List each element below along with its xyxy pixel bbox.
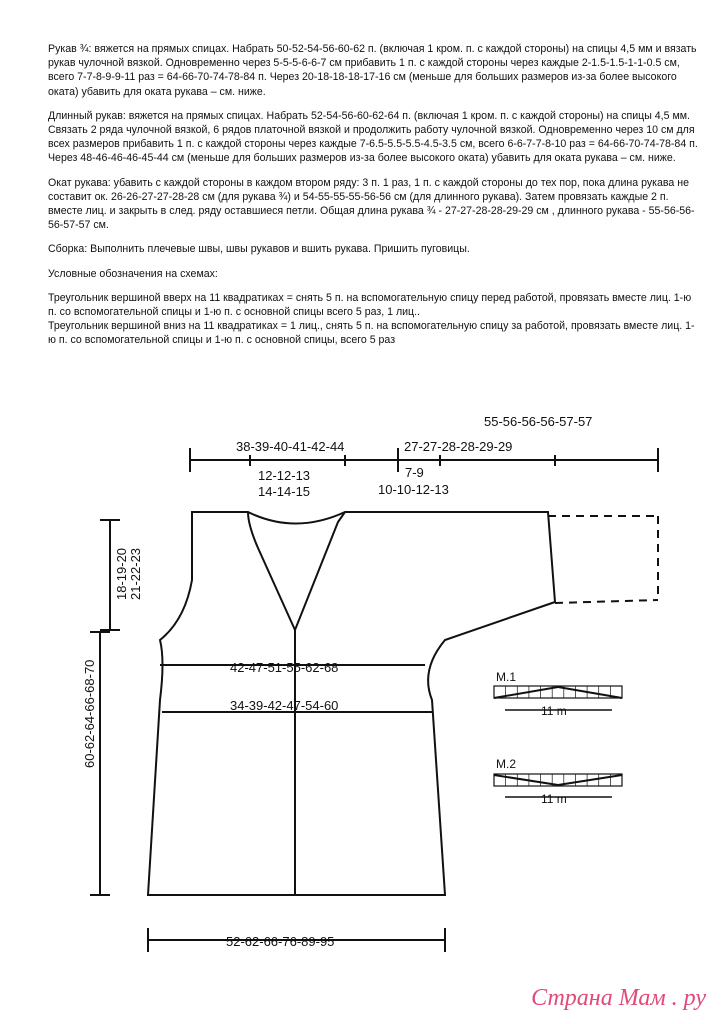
bust-label: 42-47-51-55-62-68: [230, 660, 339, 675]
shoulder-label: 27-27-28-28-29-29: [404, 439, 513, 454]
armhole-label-2: 21-22-23: [128, 547, 143, 600]
shoulder-label-2: 10-10-12-13: [378, 482, 449, 497]
sleeve-cap-paragraph: Окат рукава: убавить с каждой стороны в каждом втором ряду: 3 п. 1 раз, 1 п. с каждой стороны до тех пор, пока длина рукава не составит ок. 26-26-27-27-28-28 см (для рукава ¾) и 54-55-55-55-56-56 см (для длинного рукава). Затем провязать каждые 2 п. вместе лиц. и закрыть в след. ряду оставшиеся петли. Общая длина рукава ¾ - 27-27-28-28-29-29 см , длинного рукава - 55-56-56-56-57-57 см.: [48, 176, 695, 232]
neck-label-1: 12-12-13: [258, 468, 311, 483]
sleeve-length-label: 55-56-56-56-57-57: [484, 414, 593, 429]
sleeve-extension: [548, 516, 658, 603]
site-watermark: Страна Мам . ру: [531, 985, 706, 1011]
chart-m1: [494, 670, 622, 718]
half-width-label: 38-39-40-41-42-44: [236, 439, 345, 454]
hem-label: 52-62-66-76-89-95: [226, 934, 335, 949]
long-sleeve-paragraph: Длинный рукав: вяжется на прямых спицах. Набрать 52-54-56-60-62-64 п. (включая 1 кром. п. с каждой стороны) на спицы 4,5 мм. Связать 2 ряда чулочной вязкой, 6 рядов платочной вязкой и продолжить работу чулочной вязкой. Одновременно через 10 см для всех размеров прибавить 1 п. с каждой стороны через каждые 7-6.5-5.5-5.5-4.5-3.5 см, всего 6-6-7-7-8-10 раз = 64-66-70-74-78-84 п. Через 48-46-46-46-45-44 см (меньше для больших размеров из-за более высокого оката) убавить для оката рукава – см. ниже.: [48, 109, 698, 165]
length-label: 60-62-64-66-68-70: [82, 659, 97, 768]
legend-m2-paragraph: Треугольник вершиной вниз на 11 квадратиках = 1 лиц., снять 5 п. на вспомогательную спицу за работой, провязать вместе лиц. 1-ю п. со вспомогательной спицы и 1-ю п. с основной спицы, всего 5 раз: [48, 320, 695, 347]
m2-width-label: 11 m: [541, 792, 567, 806]
sleeve-three-quarter-paragraph: Рукав ¾: вяжется на прямых спицах. Набрать 50-52-54-56-60-62 п. (включая 1 кром. п. с каждой стороны) на спицы 4,5 мм и вязать рукав чулочной вязкой. Одновременно через 5-5-5-6-6-7 см прибавить 1 п. с каждой стороны через каждые 2-1.5-1.5-1-1-0.5 см, всего 7-7-8-9-9-11 раз = 64-66-70-74-78-84 п. Через 20-18-18-18-17-16 см (меньше для больших размеров из-за более высокого оката) убавить для оката рукава – см. ниже.: [48, 43, 697, 98]
neck-drop-label: 7-9: [405, 465, 424, 480]
waist-label: 34-39-42-47-54-60: [230, 698, 339, 713]
collar-v: [248, 512, 345, 630]
legend-title: Условные обозначения на схемах:: [48, 267, 218, 280]
assembly-paragraph: Сборка: Выполнить плечевые швы, швы рукавов и вшить рукава. Пришить пуговицы.: [48, 243, 470, 256]
m2-label: M.2: [496, 757, 517, 771]
neck-label-2: 14-14-15: [258, 484, 311, 499]
legend-m1-paragraph: Треугольник вершиной вверх на 11 квадратиках = снять 5 п. на вспомогательную спицу перед работой, провязать вместе лиц. 1-ю п. со вспомогательной спицы и 1-ю п. с основной спицы всего 5 раз, 1 лиц..: [48, 291, 692, 319]
m1-width-label: 11 m: [541, 704, 567, 718]
garment-outline: [148, 512, 555, 895]
armhole-label-1: 18-19-20: [114, 547, 129, 600]
m1-label: M.1: [496, 670, 517, 684]
chart-m2: [494, 757, 622, 806]
